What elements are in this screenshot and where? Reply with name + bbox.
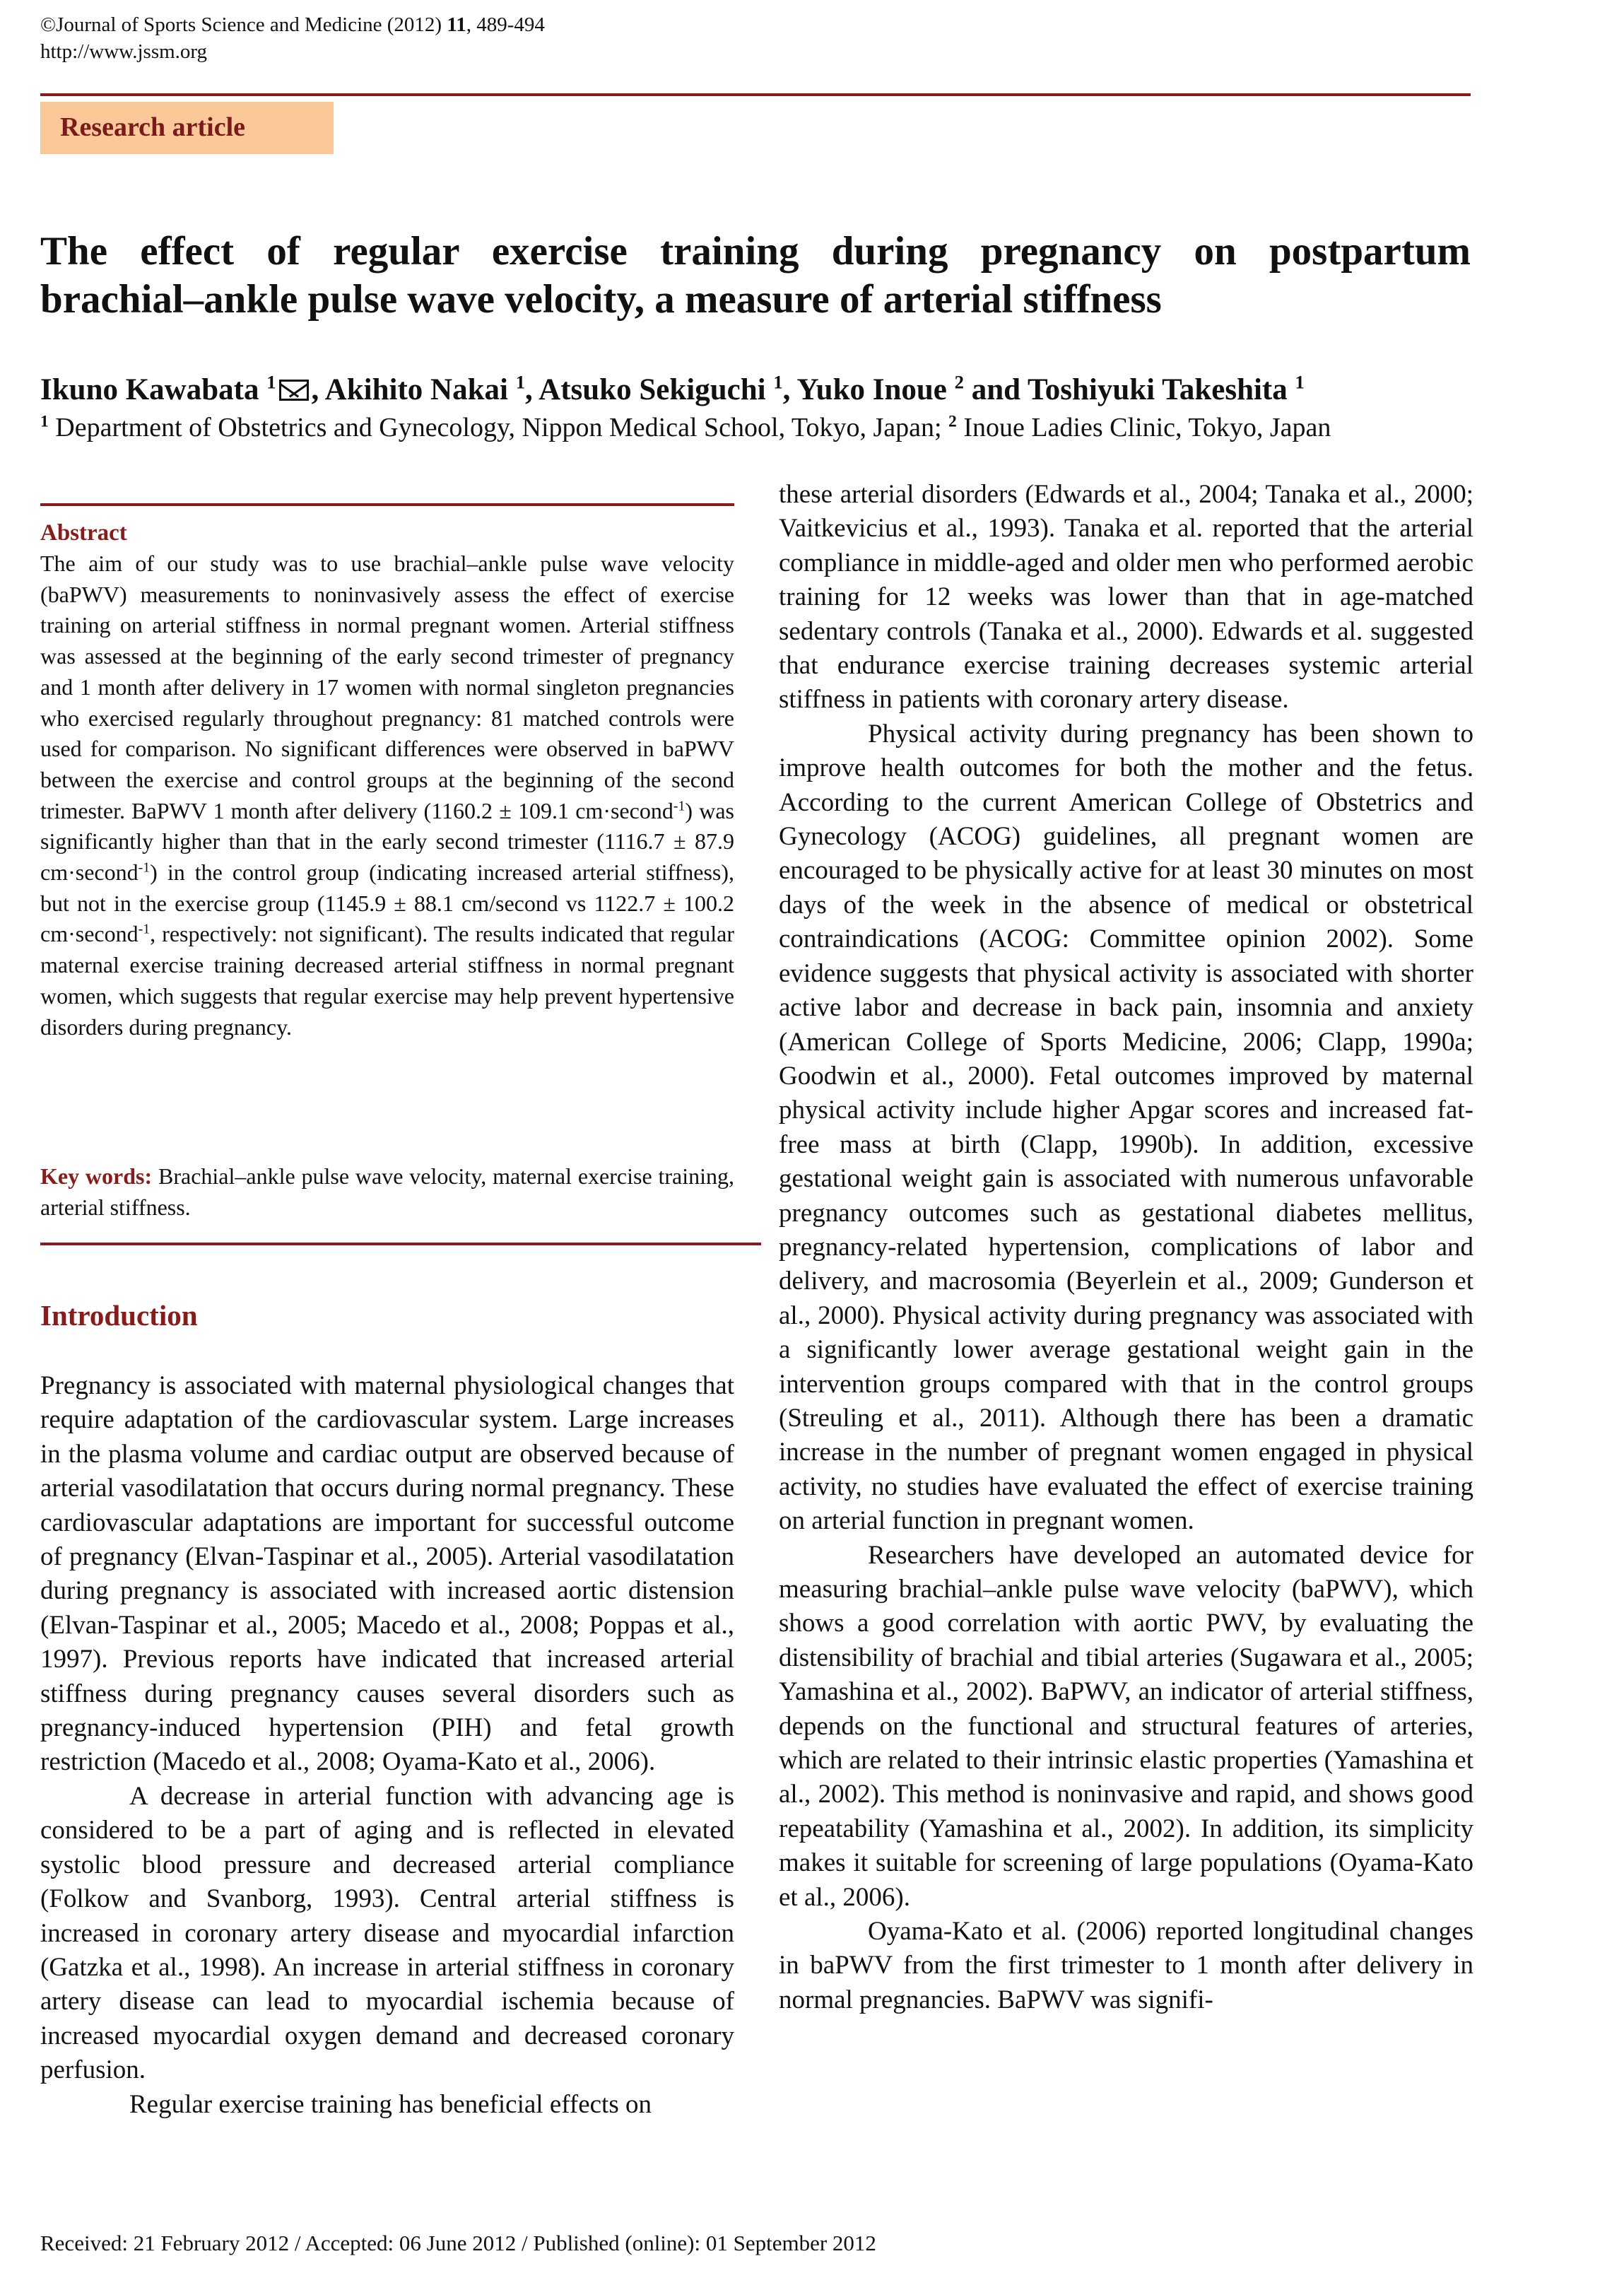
paragraph: Physical activity during pregnancy has been shown to improve health outcomes for both the mother and the fetus. According to the current American College of Obstetrics and Gynecology (ACOG) guidelines, all pregnant women are encouraged to be physically active for at least 30 minutes on most days of the week in the absence of medical or obstetrical contraindications (ACOG: Committee opinion 2002). Some evidence suggests that physical activity is associated with shorter active labor and decrease in back pain, insomnia and anxiety (American College of Sports Medicine, 2006; Clapp, 1990a; Goodwin et al., 2000). Fetal outcomes improved by maternal physical activity include higher Apgar scores and increased fat-free mass at birth (Clapp, 1990b). In addition, excessive gestational weight gain is associated with numerous unfavorable pregnancy outcomes such as gestational diabetes mellitus, pregnancy-related hypertension, complications of labor and delivery, and macrosomia (Beyerlein et al., 2009; Gunderson et al., 2000). Physical activity during pregnancy was associated with a significantly lower average gestational weight gain in the intervention groups compared with that in the control groups (Streuling et al., 2011). Although there has been a dramatic increase in the number of pregnant women engaged in physical activity, no studies have evaluated the effect of exercise training on arterial function in pregnant women.	[779, 719, 1473, 1536]
article-type-label: Research article	[60, 112, 246, 142]
publication-dates: Received: 21 February 2012 / Accepted: 06 June 2012 / Published (online): 01 September 2012	[40, 2231, 876, 2255]
left-column-body	[40, 1369, 734, 2122]
abstract-top-divider	[40, 503, 734, 506]
envelope-icon[interactable]	[279, 380, 309, 401]
journal-url[interactable]: http://www.jssm.org	[40, 40, 208, 63]
title-line-1: The effect of regular exercise training during pregnancy on postpartum	[40, 229, 1471, 274]
paragraph: Researchers have developed an automated device for measuring brachial–ankle pulse wave velocity (baPWV), which shows a good correlation with aortic PWV, by evaluating the distensibility of brachial and tibial arteries (Sugawara et al., 2005; Yamashina et al., 2002). BaPWV, an indicator of arterial stiffness, depends on the functional and structural features of arteries, which are related to their intrinsic elastic properties (Yamashina et al., 2002). This method is noninvasive and rapid, and shows good repeatability (Yamashina et al., 2002). In addition, its simplicity makes it suitable for screening of large populations (Oyama-Kato et al., 2006).	[779, 1540, 1473, 1912]
abstract-bottom-divider	[40, 1243, 761, 1245]
paragraph: these arterial disorders (Edwards et al., 2004; Tanaka et al., 2000; Vaitkevicius et al., 1993). Tanaka et al. reported that the arterial compliance in middle-aged and older men who performed aerobic training for 12 weeks was lower than that in age-matched sedentary controls (Tanaka et al., 2000). Edwards et al. suggested that endurance exercise training decreases systemic arterial stiffness in patients with coronary artery disease.	[779, 480, 1473, 715]
paragraph: A decrease in arterial function with advancing age is considered to be a part of aging and is reflected in elevated systolic blood pressure and decreased arterial compliance (Folkow and Svanborg, 1993). Central arterial stiffness is increased in coronary artery disease and myocardial infarction (Gatzka et al., 1998). An increase in arterial stiffness in coronary artery disease can lead to myocardial ischemia because of increased myocardial oxygen demand and decreased coronary perfusion.	[40, 1781, 734, 2085]
article-type-badge	[40, 102, 334, 154]
abstract-heading: Abstract	[40, 520, 127, 546]
affiliations: $^1$ Department of Obstetrics and Gynecology, Nippon Medical School, Tokyo, Japan; $^2$ Inoue Ladies Clinic, Tokyo, Japan	[40, 412, 1331, 442]
keywords-label: Key words:	[40, 1163, 153, 1189]
author-list: Ikuno Kawabata $^1$ , Akihito Nakai $^1$, Atsuko Sekiguchi $^1$, Yuko Inoue $^2$ and Toshiyuki Takeshita $^1$	[40, 371, 1305, 406]
paragraph: Pregnancy is associated with maternal physiological changes that require adaptation of the cardiovascular system. Large increases in the plasma volume and cardiac output are observed because of arterial vasodilatation that occurs during normal pregnancy. These cardiovascular adaptations are important for successful outcome of pregnancy (Elvan-Taspinar et al., 2005). Arterial vasodilatation during pregnancy is associated with increased aortic distension (Elvan-Taspinar et al., 2005; Macedo et al., 2008; Poppas et al., 1997). Previous reports have indicated that increased arterial stiffness during pregnancy causes several disorders such as pregnancy-induced hypertension (PIH) and fetal growth restriction (Macedo et al., 2008; Oyama-Kato et al., 2006).	[40, 1371, 734, 1777]
abstract-text: The aim of our study was to use brachial–ankle pulse wave velocity (baPWV) measurements to noninvasively assess the effect of exercise training on arterial stiffness in normal pregnant women. Arterial stiffness was assessed at the beginning of the early second trimester of pregnancy and 1 month after delivery in 17 women with normal singleton pregnancies who exercised regularly throughout pregnancy: 81 matched controls were used for comparison. No significant differences were observed in baPWV between the exercise and control groups at the beginning of the second trimester. BaPWV 1 month after delivery (1160.2 ± 109.1 cm·second$^{-1}$) was significantly higher than that in the early second trimester (1116.7 ± 87.9 cm·second$^{-1}$) in the control group (indicating increased arterial stiffness), but not in the exercise group (1145.9 ± 88.1 cm/second vs 1122.7 ± 100.2 cm·second$^{-1}$, respectively: not significant). The results indicated that regular maternal exercise training decreased arterial stiffness in normal pregnant women, which suggests that regular exercise may help prevent hypertensive disorders during pregnancy.	[40, 551, 735, 1040]
keywords: Key words: Brachial–ankle pulse wave velocity, maternal exercise training, arterial stiffness.	[40, 1163, 735, 1220]
paragraph: Oyama-Kato et al. (2006) reported longitudinal changes in baPWV from the first trimester to 1 month after delivery in normal pregnancies. BaPWV was signifi-	[779, 1917, 1473, 2014]
header-divider	[40, 93, 1471, 96]
introduction-heading: Introduction	[40, 1299, 198, 1332]
title-line-2: brachial–ankle pulse wave velocity, a measure of arterial stiffness	[40, 277, 1162, 322]
right-column-body	[779, 478, 1473, 2017]
article-title	[40, 228, 1471, 324]
journal-citation: ©Journal of Sports Science and Medicine (2012) 11, 489-494	[40, 13, 545, 36]
paragraph: Regular exercise training has beneficial effects on	[129, 2089, 652, 2119]
